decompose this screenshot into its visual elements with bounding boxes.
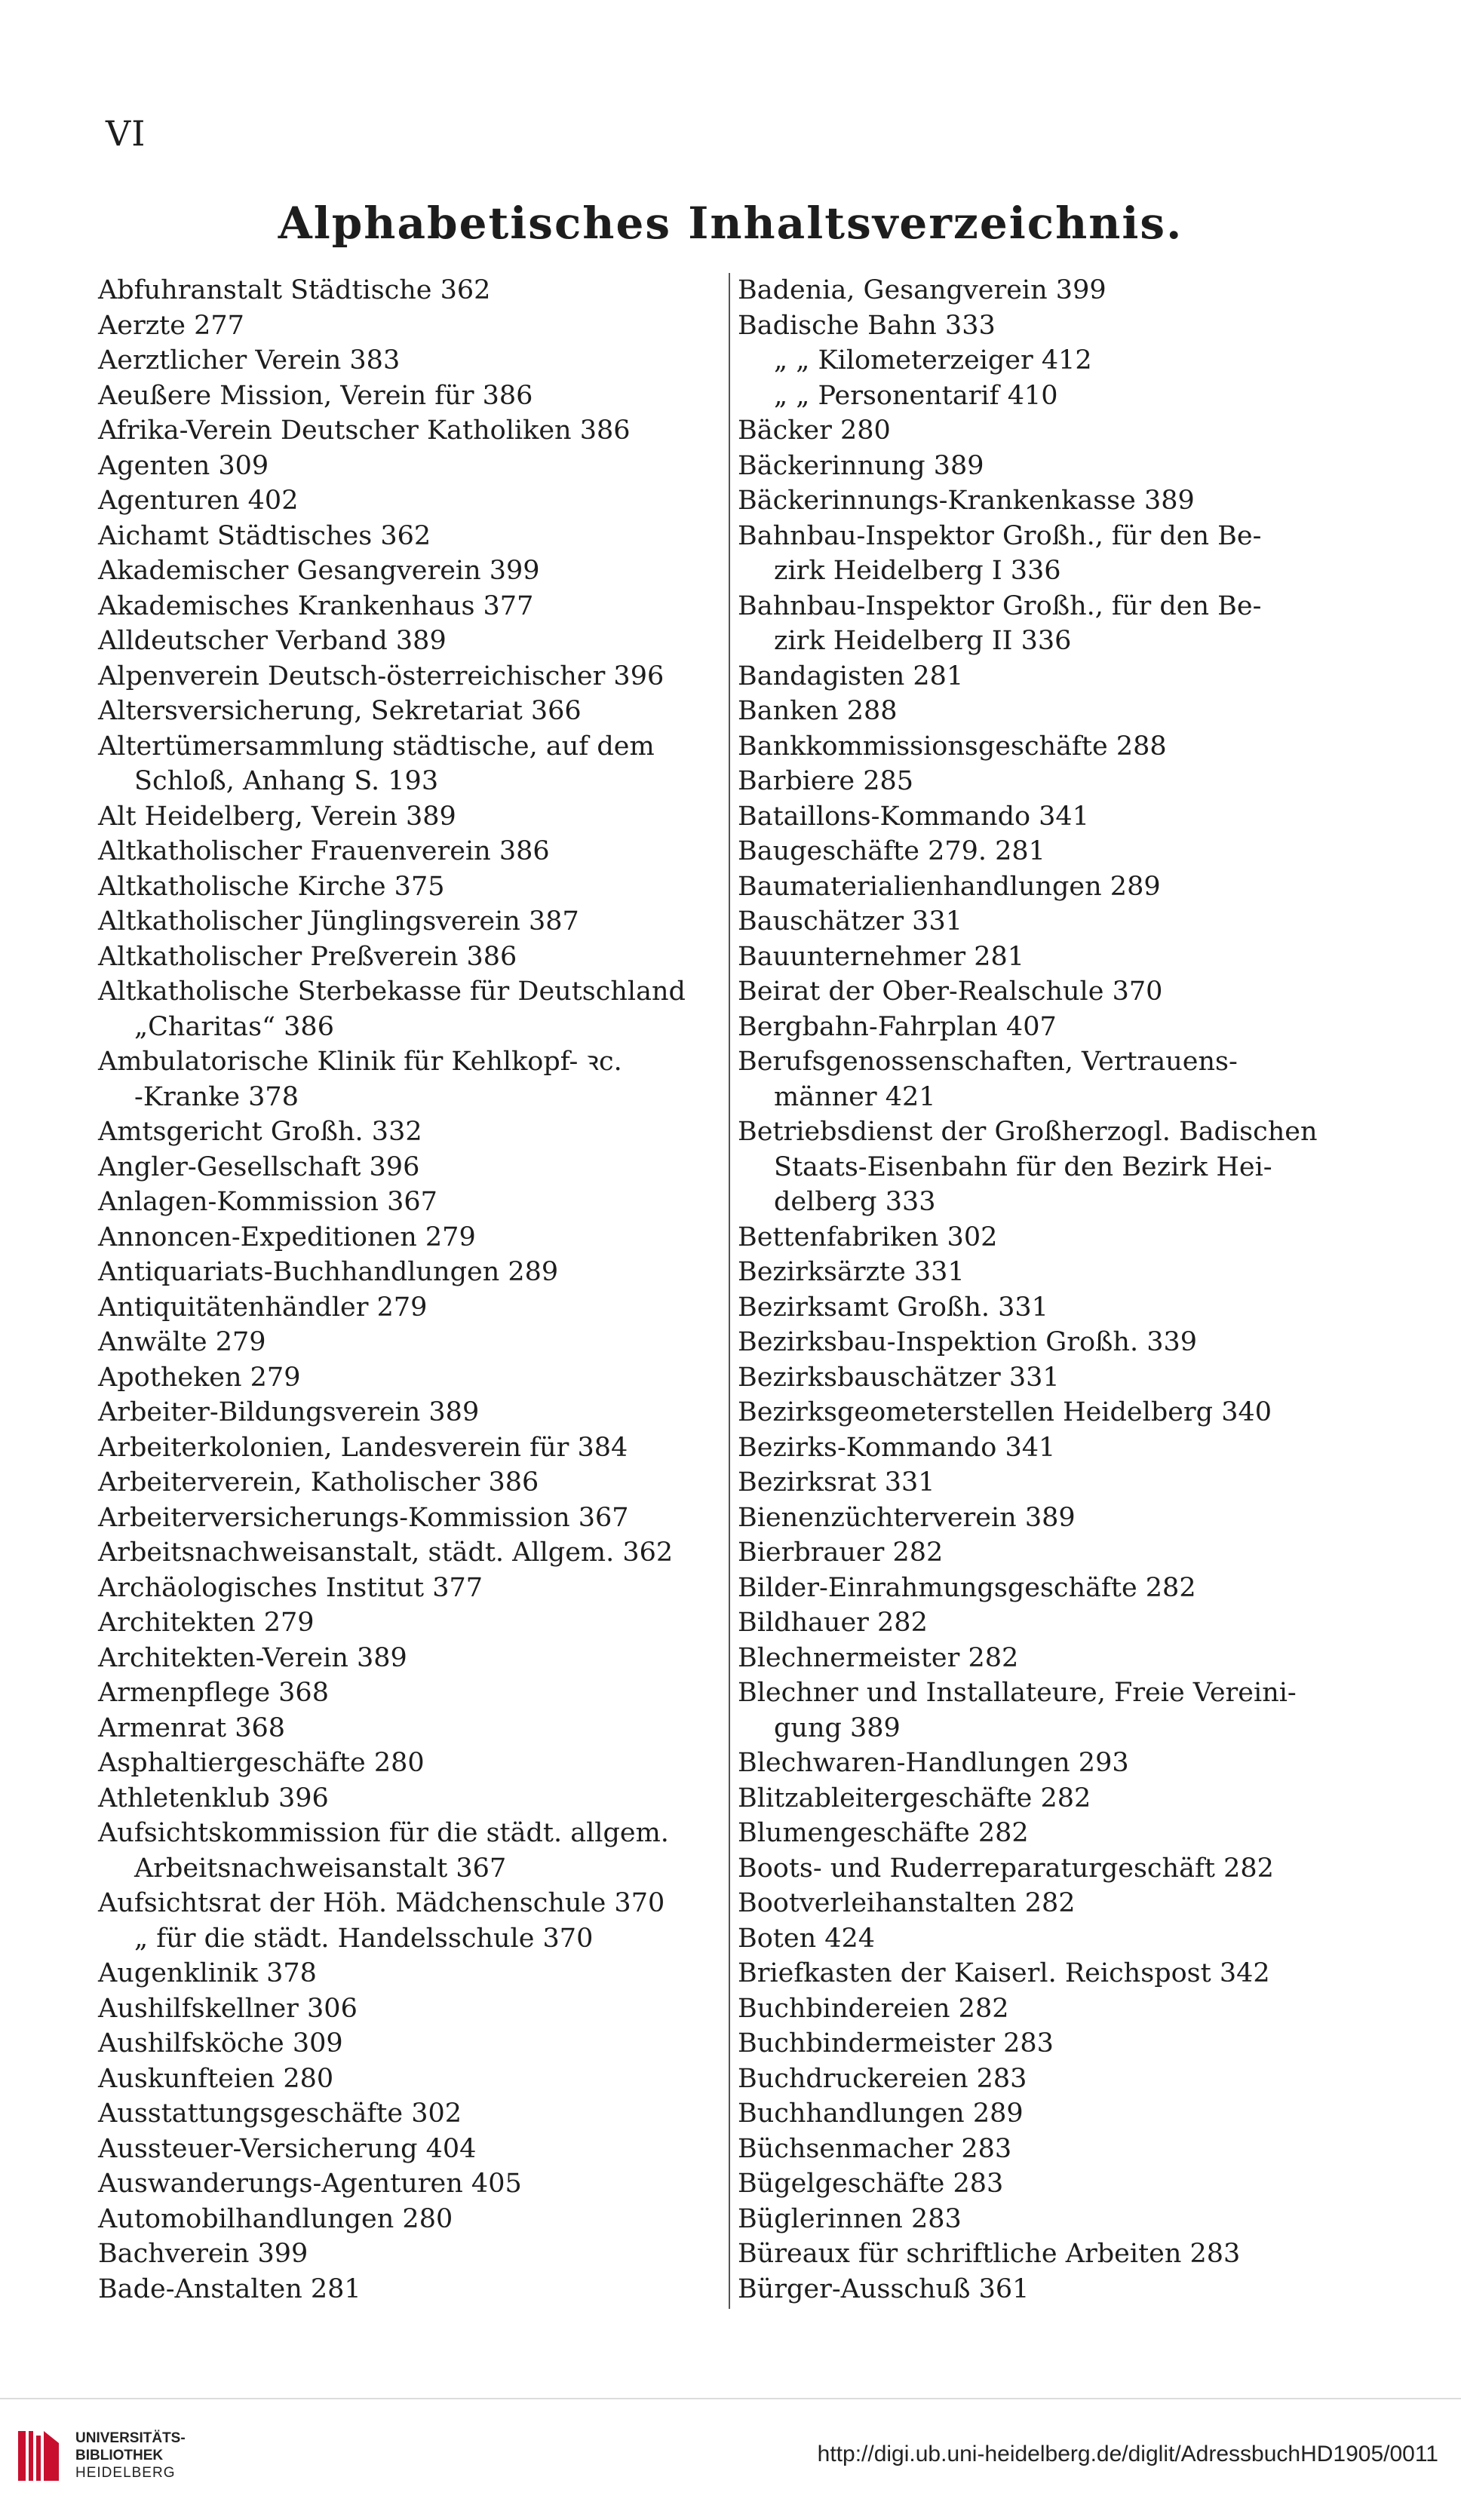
index-entry: Aeußere Mission, Verein für 386	[98, 380, 533, 411]
index-entry: Bäcker 280	[738, 415, 891, 446]
index-entry: Annoncen-Expeditionen 279	[98, 1222, 476, 1252]
index-entry: Buchbindermeister 283	[738, 2028, 1054, 2059]
index-entry: Arbeiter-Bildungsverein 389	[98, 1397, 480, 1427]
index-entry: Aufsichtskommission für die städt. allgem.	[98, 1818, 669, 1848]
index-entry: Bäckerinnungs-Krankenkasse 389	[738, 486, 1195, 516]
index-entry: Baugeschäfte 279. 281	[738, 836, 1045, 866]
index-entry: Buchdruckereien 283	[738, 2063, 1027, 2094]
library-name-line: BIBLIOTHEK	[75, 2448, 164, 2463]
index-entry-continuation: „Charitas“ 386	[134, 1011, 334, 1042]
index-entry: Aushilfskellner 306	[98, 1993, 358, 2024]
index-entry: Antiquitätenhändler 279	[98, 1292, 428, 1323]
index-entry: Auskunfteien 280	[98, 2063, 334, 2094]
index-entry: Altersversicherung, Sekretariat 366	[98, 696, 582, 726]
index-entry: Büchsenmacher 283	[738, 2133, 1012, 2164]
index-entry-continuation: zirk Heidelberg I 336	[774, 556, 1061, 586]
index-entry: Bezirksrat 331	[738, 1467, 935, 1498]
index-entry: Bahnbau-Inspektor Großh., für den Be-	[738, 520, 1262, 551]
index-entry: Bürger-Ausschuß 361	[738, 2273, 1030, 2304]
index-entry: Arbeitsnachweisanstalt, städt. Allgem. 362	[98, 1537, 674, 1568]
index-entry: Archäologisches Institut 377	[98, 1572, 483, 1603]
index-entry: Armenpflege 368	[98, 1678, 329, 1708]
index-entry: Badenia, Gesangverein 399	[738, 275, 1106, 305]
index-entry: Alpenverein Deutsch-österreichischer 396	[98, 661, 665, 691]
index-entry: Büglerinnen 283	[738, 2203, 962, 2234]
library-name-line: UNIVERSITÄTS-	[75, 2430, 186, 2446]
index-entry: Blechner und Installateure, Freie Vereini-	[738, 1678, 1297, 1708]
index-entry-continuation: zirk Heidelberg II 336	[774, 626, 1072, 656]
index-entry-continuation: gung 389	[774, 1712, 901, 1743]
index-entry: Bettenfabriken 302	[738, 1222, 998, 1252]
index-entry: Asphaltiergeschäfte 280	[98, 1748, 425, 1778]
index-entry-continuation: Schloß, Anhang S. 193	[134, 766, 439, 796]
index-entry: Aichamt Städtisches 362	[98, 520, 431, 551]
index-entry: Amtsgericht Großh. 332	[98, 1117, 422, 1147]
university-library-logo-icon	[15, 2428, 62, 2484]
column-divider	[729, 273, 730, 2309]
index-entry-continuation: „ „ Kilometerzeiger 412	[774, 345, 1092, 376]
index-entry: Auswanderungs-Agenturen 405	[98, 2169, 522, 2199]
index-entry: Automobilhandlungen 280	[98, 2203, 453, 2234]
index-entry: Bandagisten 281	[738, 661, 964, 691]
index-entry: Anlagen-Kommission 367	[98, 1187, 437, 1217]
index-entry: Altkatholischer Frauenverein 386	[98, 836, 550, 866]
index-entry: Briefkasten der Kaiserl. Reichspost 342	[738, 1958, 1270, 1988]
index-entry: Bauschätzer 331	[738, 906, 962, 937]
index-entry: Bienenzüchterverein 389	[738, 1502, 1076, 1533]
index-entry: Akademischer Gesangverein 399	[98, 556, 540, 586]
index-entry: Bataillons-Kommando 341	[738, 801, 1089, 832]
index-entry: Bankkommissionsgeschäfte 288	[738, 731, 1167, 762]
index-entry: Bezirksgeometerstellen Heidelberg 340	[738, 1397, 1272, 1427]
page-title: Alphabetisches Inhaltsverzeichnis.	[278, 198, 1183, 249]
index-entry: Augenklinik 378	[98, 1958, 317, 1988]
index-entry: Altkatholische Kirche 375	[98, 871, 445, 902]
index-entry: Bezirksärzte 331	[738, 1257, 965, 1287]
digitization-footer	[0, 2399, 1461, 2520]
index-entry: Buchhandlungen 289	[738, 2098, 1024, 2129]
index-entry: Angler-Gesellschaft 396	[98, 1151, 420, 1182]
index-right-column	[738, 273, 1364, 2307]
index-entry: Beirat der Ober-Realschule 370	[738, 976, 1163, 1007]
index-entry: Arbeiterverein, Katholischer 386	[98, 1467, 539, 1498]
index-entry: Bilder-Einrahmungsgeschäfte 282	[738, 1572, 1196, 1603]
index-entry: Bügelgeschäfte 283	[738, 2169, 1004, 2199]
index-entry: Bahnbau-Inspektor Großh., für den Be-	[738, 590, 1262, 621]
index-entry: Anwälte 279	[98, 1327, 266, 1357]
index-entry: Boots- und Ruderreparaturgeschäft 282	[738, 1853, 1274, 1884]
index-entry: Aussteuer-Versicherung 404	[98, 2133, 477, 2164]
index-entry: Bildhauer 282	[738, 1608, 928, 1638]
index-entry: Boten 424	[738, 1923, 876, 1954]
index-entry: Architekten-Verein 389	[98, 1642, 407, 1673]
index-entry-continuation: „ „ Personentarif 410	[774, 380, 1058, 411]
index-entry: Afrika-Verein Deutscher Katholiken 386	[98, 415, 631, 446]
index-entry: Bade-Anstalten 281	[98, 2273, 361, 2304]
index-entry: Altkatholische Sterbekasse für Deutschland	[98, 976, 686, 1007]
index-entry: Aufsichtsrat der Höh. Mädchenschule 370	[98, 1888, 665, 1918]
index-entry: Abfuhranstalt Städtische 362	[98, 275, 491, 305]
index-entry-continuation: „ für die städt. Handelsschule 370	[134, 1923, 594, 1954]
index-entry: Betriebsdienst der Großherzogl. Badischen	[738, 1117, 1318, 1147]
index-entry: Blitzableitergeschäfte 282	[738, 1783, 1091, 1813]
index-entry-continuation: delberg 333	[774, 1187, 936, 1217]
index-entry: Banken 288	[738, 696, 898, 726]
index-entry: Blechnermeister 282	[738, 1642, 1019, 1673]
page-number: VI	[106, 113, 146, 154]
index-entry: Altertümersammlung städtische, auf dem	[98, 731, 655, 762]
index-entry: Akademisches Krankenhaus 377	[98, 590, 534, 621]
index-entry: Bezirksamt Großh. 331	[738, 1292, 1048, 1323]
index-entry: Architekten 279	[98, 1608, 315, 1638]
index-entry: Antiquariats-Buchhandlungen 289	[98, 1257, 559, 1287]
index-entry: Blechwaren-Handlungen 293	[738, 1748, 1129, 1778]
library-name-line: HEIDELBERG	[75, 2465, 176, 2481]
index-entry: Badische Bahn 333	[738, 310, 996, 341]
index-entry: Blumengeschäfte 282	[738, 1818, 1029, 1848]
index-entry: Aerztlicher Verein 383	[98, 345, 401, 376]
index-entry: Ambulatorische Klinik für Kehlkopf- ꝛc.	[98, 1047, 622, 1077]
index-entry: Athletenklub 396	[98, 1783, 329, 1813]
index-entry: Altkatholischer Preßverein 386	[98, 941, 517, 972]
index-entry-continuation: Staats-Eisenbahn für den Bezirk Hei-	[774, 1151, 1272, 1182]
index-entry: Bachverein 399	[98, 2239, 308, 2269]
index-left-column	[98, 273, 717, 2307]
index-entry: Aerzte 277	[98, 310, 244, 341]
index-entry: Baumaterialienhandlungen 289	[738, 871, 1161, 902]
index-entry-continuation: Arbeitsnachweisanstalt 367	[134, 1853, 507, 1884]
index-entry: Berufsgenossenschaften, Vertrauens-	[738, 1047, 1238, 1077]
index-entry: Altkatholischer Jünglingsverein 387	[98, 906, 579, 937]
index-entry-continuation: -Kranke 378	[134, 1081, 299, 1112]
index-entry: Arbeiterversicherungs-Kommission 367	[98, 1502, 629, 1533]
index-entry: Arbeiterkolonien, Landesverein für 384	[98, 1432, 628, 1463]
index-entry: Bäckerinnung 389	[738, 450, 984, 481]
index-entry: Agenturen 402	[98, 486, 299, 516]
index-entry: Bezirksbau-Inspektion Großh. 339	[738, 1327, 1197, 1357]
index-entry: Bezirksbauschätzer 331	[738, 1362, 1060, 1393]
index-entry: Bergbahn-Fahrplan 407	[738, 1011, 1057, 1042]
index-entry: Büreaux für schriftliche Arbeiten 283	[738, 2239, 1241, 2269]
index-entry: Alt Heidelberg, Verein 389	[98, 801, 456, 832]
index-entry: Bierbrauer 282	[738, 1537, 944, 1568]
index-entry-continuation: männer 421	[774, 1081, 936, 1112]
index-entry: Barbiere 285	[738, 766, 914, 796]
index-entry: Aushilfsköche 309	[98, 2028, 343, 2059]
index-entry: Buchbindereien 282	[738, 1993, 1009, 2024]
index-entry: Apotheken 279	[98, 1362, 301, 1393]
library-name	[75, 2430, 186, 2482]
index-entry: Armenrat 368	[98, 1712, 286, 1743]
source-url-link[interactable]: http://digi.ub.uni-heidelberg.de/diglit/AdressbuchHD1905/0011	[817, 2442, 1438, 2466]
index-entry: Bootverleihanstalten 282	[738, 1888, 1076, 1918]
index-entry: Alldeutscher Verband 389	[98, 626, 447, 656]
index-entry: Bezirks-Kommando 341	[738, 1432, 1056, 1463]
index-entry: Agenten 309	[98, 450, 269, 481]
index-entry: Ausstattungsgeschäfte 302	[98, 2098, 462, 2129]
index-entry: Bauunternehmer 281	[738, 941, 1025, 972]
